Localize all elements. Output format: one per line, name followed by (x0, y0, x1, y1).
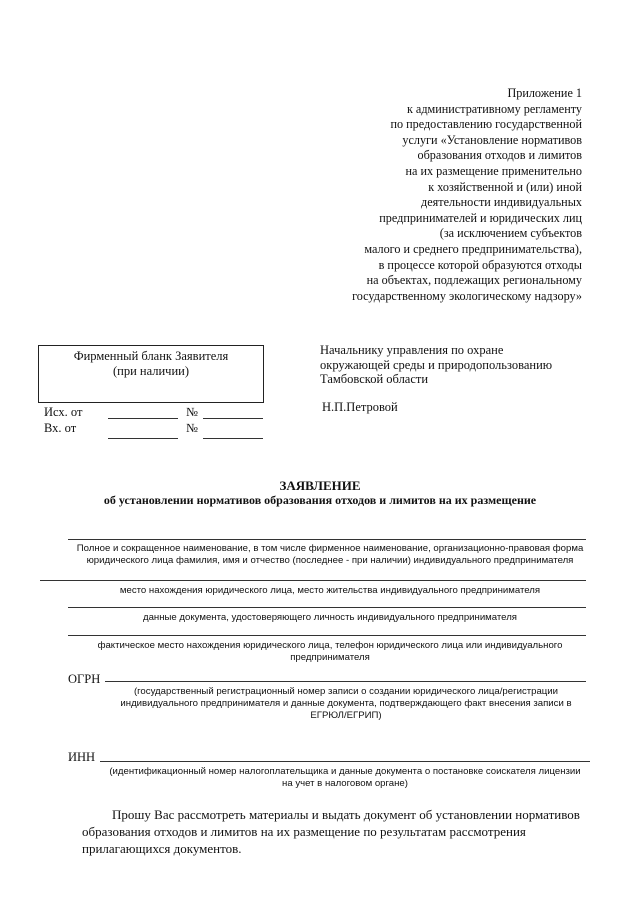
appendix-line: государственному экологическому надзору» (352, 288, 582, 303)
appendix-line: услуги «Установление нормативов (402, 132, 582, 147)
appendix-line: образования отходов и лимитов (417, 148, 582, 163)
letterhead-title: Фирменный бланк Заявителя (73, 349, 229, 363)
caption-line: Полное и сокращенное наименование, в том числе фирменное наименование, организационно-правовая форма (76, 543, 584, 554)
caption-line: предпринимателя (290, 652, 370, 663)
addressee-line: Начальнику управления по охране (320, 343, 504, 357)
request-line: Прошу Вас рассмотреть материалы и выдать документ об установлении нормативов (112, 807, 580, 822)
actual-location-caption (40, 640, 620, 664)
appendix-line: по предоставлению государственной (390, 117, 582, 132)
addressee-line: Тамбовской области (320, 372, 429, 386)
appendix-line: к хозяйственной и (или) иной (428, 179, 582, 194)
appendix-line: предпринимателей и юридических лиц (379, 210, 582, 225)
request-paragraph (82, 806, 590, 857)
actual-location-field[interactable] (68, 635, 586, 636)
appendix-line: на их размещение применительно (405, 163, 582, 178)
request-line: образования отходов и лимитов на их размещение по результатам рассмотрения (82, 824, 526, 839)
id-document-field[interactable] (68, 607, 586, 608)
caption-line: (государственный регистрационный номер записи о создании юридического лица/регистрации (133, 686, 559, 697)
incoming-number-field[interactable] (203, 438, 263, 439)
incoming-date-field[interactable] (108, 438, 178, 439)
location-field[interactable] (40, 580, 586, 581)
letterhead-note: (при наличии) (112, 364, 190, 378)
caption-line: юридического лица фамилия, имя и отчество (последнее - при наличии) индивидуального предпринимателя (86, 555, 574, 566)
inn-label: ИНН (68, 750, 96, 764)
outgoing-date-field[interactable] (108, 418, 178, 419)
appendix-header (252, 86, 582, 304)
ogrn-label: ОГРН (68, 672, 101, 686)
inn-field[interactable] (100, 761, 590, 762)
addressee-block (320, 343, 552, 387)
appendix-line: (за исключением субъектов (439, 226, 582, 241)
caption-line: на учет в налоговом органе) (282, 778, 408, 789)
inn-caption (100, 766, 590, 790)
appendix-line: в процессе которой образуются отходы (378, 257, 582, 272)
outgoing-number-sign: № (186, 405, 198, 419)
ogrn-caption (106, 686, 586, 722)
request-line: прилагающихся документов. (82, 841, 242, 856)
addressee-name: Н.П.Петровой (322, 400, 398, 414)
applicant-name-field[interactable] (68, 539, 586, 540)
statement-subtitle: об установлении нормативов образования отходов и лимитов на их размещение (103, 493, 537, 507)
statement-title: ЗАЯВЛЕНИЕ (279, 478, 361, 493)
appendix-line: к административному регламенту (406, 101, 582, 116)
appendix-line: на объектах, подлежащих региональному (366, 273, 582, 288)
appendix-line: деятельности индивидуальных (421, 195, 582, 210)
addressee-line: окружающей среды и природопользованию (320, 357, 553, 372)
caption-line: ЕГРЮЛ/ЕГРИП) (310, 710, 382, 721)
appendix-line: малого и среднего предпринимательства), (364, 241, 582, 256)
location-caption: место нахождения юридического лица, место жительства индивидуального предпринимателя (119, 585, 541, 596)
id-document-caption: данные документа, удостоверяющего личность индивидуального предпринимателя (143, 612, 517, 623)
outgoing-number-field[interactable] (203, 418, 263, 419)
caption-line: индивидуального предпринимателя и данные документа, подтверждающего факт внесения записи в (120, 698, 572, 709)
caption-line: фактическое место нахождения юридического лица, телефон юридического лица или индивидуального (97, 640, 563, 651)
applicant-name-caption (40, 543, 620, 567)
outgoing-label: Исх. от (44, 405, 83, 419)
letterhead-box[interactable] (38, 345, 264, 403)
incoming-number-sign: № (186, 421, 198, 435)
ogrn-field[interactable] (105, 681, 586, 682)
caption-line: (идентификационный номер налогоплательщика и данные документа о постановке соискателя лицензии (109, 766, 581, 777)
appendix-line: Приложение 1 (507, 86, 582, 100)
incoming-label: Вх. от (44, 421, 77, 435)
